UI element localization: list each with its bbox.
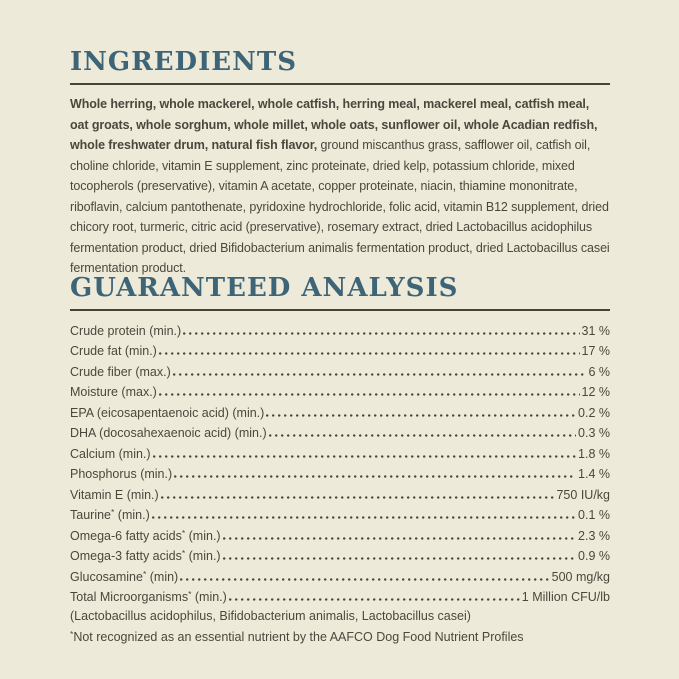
footnote-marker: * [142,568,147,579]
ingredients-title: INGREDIENTS [70,47,297,77]
table-row [70,401,610,422]
nutrient-qualifier: (min.) [228,405,265,420]
nutrient-label [70,487,159,504]
nutrient-name: Calcium [70,446,116,461]
dot-leader [161,483,555,504]
dot-leader [153,442,576,463]
dot-leader [173,360,587,381]
dot-leader [159,381,580,402]
nutrient-name: Omega-3 fatty acids [70,549,182,563]
footnote-asterisk: * [70,628,74,639]
nutrient-label [70,364,171,381]
table-row [70,442,610,463]
table-row [70,565,610,586]
nutrient-qualifier: (min.) [191,590,227,604]
table-row [70,524,610,545]
nutrient-label [70,425,267,442]
ingredients-rule [70,83,610,85]
dot-leader [266,401,576,422]
ingredients-text-regular: ground miscanthus grass, safflower oil, catfish oil, choline chloride, vitamin E supplement, zinc proteinate, dried kelp, potassium chloride, mixed tocopherols (preservative), vitamin A acetate, copper proteinate, niacin, thiamine mononitrate, riboflavin, calcium pantothenate, pyridoxine hydrochloride, folic acid, vitamin B12 supplement, dried chicory root, turmeric, citric acid (preservative), rosemary extract, dried Lactobacillus acidophilus fermentation product, dried Bifidobacterium animalis fermentation product, dried Lactobacillus casei fermentation product. [70,138,610,275]
table-row [70,340,610,361]
table-row [70,319,610,340]
guaranteed-analysis-table [70,319,610,606]
nutrient-qualifier: (max.) [117,385,157,399]
dot-leader [159,340,580,361]
nutrient-name: Taurine [70,508,111,522]
nutrient-value: 500 mg/kg [551,569,610,584]
nutrient-label [70,507,150,524]
nutrient-qualifier: (min.) [185,549,221,563]
nutrient-name: Glucosamine [70,569,143,584]
dot-leader [152,504,576,525]
nutrient-qualifier: (min.) [136,467,173,481]
nutrient-value: 6 % [588,364,610,379]
nutrient-name: Omega-6 fatty acids [70,528,182,543]
table-row [70,463,610,484]
nutrient-label [70,343,157,360]
footnote-marker: * [111,507,115,517]
nutrient-name: Crude protein [70,323,146,338]
nutrient-name: Total Microorganisms [70,590,189,604]
ingredients-text [70,94,610,279]
probiotics-note: (Lactobacillus acidophilus, Bifidobacterium animalis, Lactobacillus casei) [70,609,471,623]
nutrient-label [70,466,172,483]
dot-leader [174,463,576,484]
nutrient-value: 1.8 % [578,446,610,461]
guaranteed-analysis-rule [70,309,610,311]
nutrient-qualifier: (min.) [185,528,221,543]
nutrient-value: 2.3 % [578,528,610,543]
nutrient-qualifier: (min.) [145,323,182,338]
nutrient-label [70,405,264,422]
nutrient-value: 1 Million CFU/lb [521,590,610,604]
footnote-text: Not recognized as an essential nutrient by the AAFCO Dog Food Nutrient Profiles [73,629,524,644]
nutrient-qualifier: (max.) [131,364,171,379]
nutrient-value: 0.2 % [578,405,610,420]
nutrient-label [70,589,227,606]
nutrient-value: 31 % [581,323,610,338]
footnote-marker: * [181,527,186,538]
nutrient-value: 0.3 % [578,426,610,440]
dot-leader [183,319,579,340]
nutrient-label [70,548,221,565]
nutrient-value: 12 % [581,385,610,399]
table-row [70,545,610,566]
dot-leader [269,422,576,443]
nutrient-value: 0.1 % [578,508,610,522]
nutrient-qualifier: (min) [146,569,179,584]
ingredients-section [70,46,610,291]
dot-leader [180,565,549,586]
nutrient-name: Phosphorus [70,467,137,481]
nutrient-label [70,384,157,401]
nutrient-name: Crude fat [70,344,122,358]
nutrient-label [70,446,151,463]
footnote-marker: * [181,548,186,558]
nutrient-name: Crude fiber [70,364,132,379]
table-row [70,483,610,504]
nutrient-value: 17 % [581,344,610,358]
nutrient-name: EPA (eicosapentaenoic acid) [70,405,229,420]
table-row [70,360,610,381]
nutrient-qualifier: (min.) [115,446,151,461]
nutrient-qualifier: (min.) [114,508,150,522]
guaranteed-analysis-title: GUARANTEED ANALYSIS [70,273,459,303]
nutrient-label [70,569,178,586]
footnote [70,627,610,648]
table-row [70,586,610,607]
guaranteed-analysis-section [70,272,610,647]
dot-leader [229,586,520,607]
nutrient-qualifier: (min.) [123,487,159,502]
nutrient-name: DHA (docosahexaenoic acid) [70,426,232,440]
table-row [70,381,610,402]
footnote-marker: * [188,589,192,599]
nutrient-label [70,528,221,545]
nutrient-value: 1.4 % [578,467,610,481]
dot-leader [223,545,576,566]
table-row [70,504,610,525]
nutrient-label [70,323,181,340]
nutrient-name: Vitamin E [70,487,124,502]
dot-leader [223,524,576,545]
nutrient-name: Moisture [70,385,118,399]
ingredients-text-bold: Whole herring, whole mackerel, whole catfish, herring meal, mackerel meal, catfish meal, oat groats, whole sorghum, whole millet, whole oats, sunflower oil, whole Acadian redfish, whole freshwater drum, natural fish flavor, [70,97,598,152]
nutrient-value: 750 IU/kg [556,487,610,502]
nutrient-qualifier: (min.) [121,344,157,358]
table-row [70,422,610,443]
nutrient-value: 0.9 % [578,549,610,563]
nutrient-qualifier: (min.) [231,426,267,440]
